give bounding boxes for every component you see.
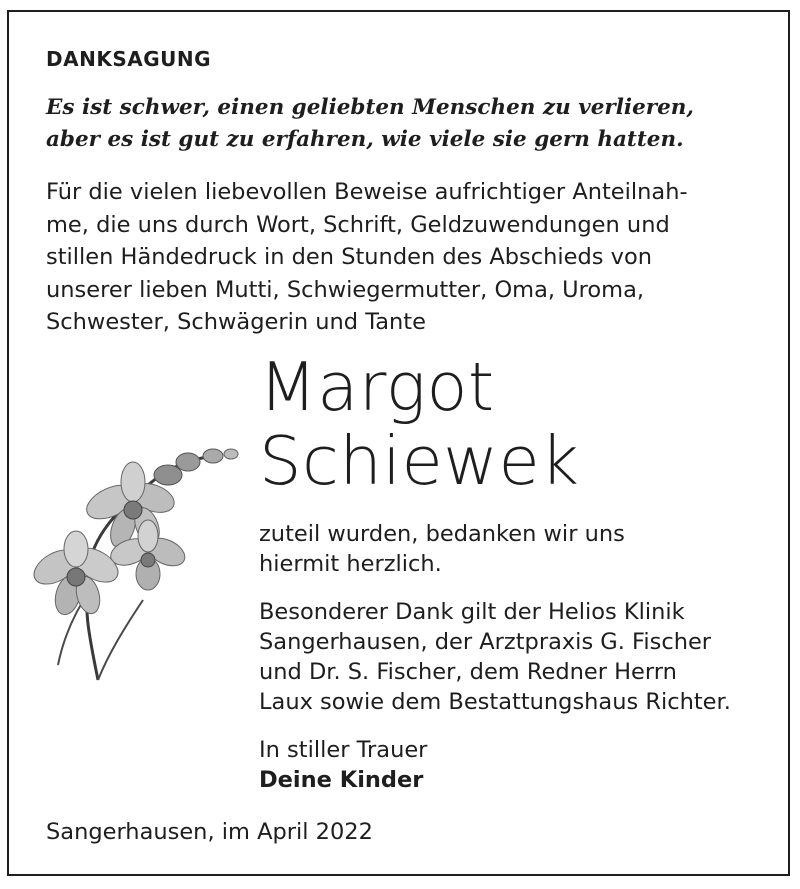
motto-line: Es ist schwer, einen geliebten Menschen zu verlieren, (46, 95, 694, 120)
special-thanks-line: Sangerhausen, der Arztpraxis G. Fischer (259, 629, 712, 655)
special-thanks-line: und Dr. S. Fischer, dem Redner Herrn (259, 659, 677, 685)
signature-line: In stiller Trauer (259, 737, 428, 763)
intro-line: Schwester, Schwägerin und Tante (46, 309, 426, 335)
thanks-line: hiermit herzlich. (259, 551, 442, 577)
intro-line: stillen Händedruck in den Stunden des Abschieds von (46, 244, 652, 270)
last-name: Schiewek (259, 422, 580, 500)
notice-heading: DANKSAGUNG (46, 47, 212, 71)
first-name: Margot (259, 348, 495, 426)
intro-paragraph (46, 176, 746, 339)
thanks-line: zuteil wurden, bedanken wir uns (259, 521, 625, 547)
intro-line: unserer lieben Mutti, Schwiegermutter, Oma, Uroma, (46, 276, 645, 303)
special-thanks-paragraph (259, 597, 731, 717)
intro-line: me, die uns durch Wort, Schrift, Geldzuwendungen und (46, 211, 670, 238)
special-thanks-line: Besonderer Dank gilt der Helios Klinik (259, 599, 685, 625)
signature-block (259, 735, 427, 795)
place-date: Sangerhausen, im April 2022 (46, 819, 373, 845)
orchid-icon (28, 440, 243, 685)
thanks-paragraph (259, 519, 625, 579)
special-thanks-line: Laux sowie dem Bestattungshaus Richter. (259, 689, 731, 715)
signature-names: Deine Kinder (259, 767, 424, 793)
deceased-name (259, 350, 579, 498)
intro-line: Für die vielen liebevollen Beweise aufrichtiger Anteilnah- (46, 179, 688, 205)
motto-line: aber es ist gut zu erfahren, wie viele sie gern hatten. (46, 127, 684, 152)
motto (46, 92, 694, 156)
